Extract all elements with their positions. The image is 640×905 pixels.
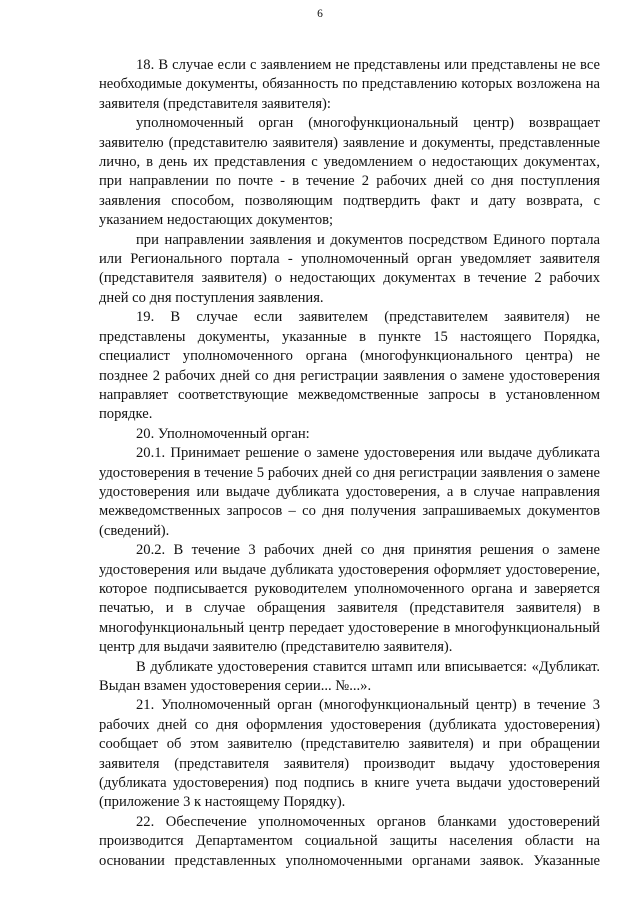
page-number: 6 [317, 8, 323, 20]
paragraph-21: 21. Уполномоченный орган (многофункциональный центр) в течение 3 рабочих дней со дня оформления удостоверения (дубликата удостоверения) сообщает об этом заявителю (представителю заявителя) и при обращении заявителя (представителя заявителя) производит выдачу удостоверения (дубликата удостоверения) под подпись в книге учета выдачи удостоверений (приложение 3 к настоящему Порядку). [99, 697, 600, 811]
paragraph-20: 20. Уполномоченный орган: [136, 425, 310, 442]
document-body [99, 56, 600, 871]
paragraph-18: 18. В случае если с заявлением не представлены или представлены не все необходимые документы, обязанность по представлению которых возложена на заявителя (представителя заявителя): [99, 57, 600, 112]
paragraph-19: 19. В случае если заявителем (представителем заявителя) не представлены документы, указанные в пункте 15 настоящего Порядка, специалист уполномоченного органа (многофункционального центра) не позднее 2 рабочих дней со дня регистрации заявления о замене удостоверения направляет соответствующие межведомственные запросы в установленном порядке. [99, 309, 600, 423]
paragraph-18-return: уполномоченный орган (многофункциональный центр) возвращает заявителю (представителю заявителя) заявление и документы, представленные лично, в день их представления с уведомлением о недостающих документах, при направлении по почте - в течение 2 рабочих дней со дня поступления заявления способом, позволяющим подтвердить факт и дату возврата, с указанием недостающих документов; [99, 115, 600, 229]
paragraph-20-2: 20.2. В течение 3 рабочих дней со дня принятия решения о замене удостоверения или выдаче дубликата удостоверения оформляет удостоверение, которое подписывается руководителем уполномоченного органа и заверяется печатью, и в случае обращения заявителя (представителя заявителя) в многофункциональный центр передает удостоверение в многофункциональный центр для выдачи заявителю (представителю заявителя). [99, 542, 600, 656]
paragraph-20-1: 20.1. Принимает решение о замене удостоверения или выдаче дубликата удостоверения в течение 5 рабочих дней со дня регистрации заявления о замене удостоверения или выдаче дубликата удостоверения, а в случае направления межведомственных запросов – со дня получения запрашиваемых документов (сведений). [99, 445, 600, 539]
paragraph-18-portal: при направлении заявления и документов посредством Единого портала или Регионального портала - уполномоченный орган уведомляет заявителя (представителя заявителя) о недостающих документах в течение 2 рабочих дней со дня поступления заявления. [99, 231, 600, 306]
paragraph-22: 22. Обеспечение уполномоченных органов бланками удостоверений производится Департаментом социальной защиты населения области на основании представленных уполномоченными органами заявок. Указанные [99, 813, 600, 869]
paragraph-duplicate-stamp: В дубликате удостоверения ставится штамп или вписывается: «Дубликат. Выдан взамен удостоверения серии... №...». [99, 658, 600, 694]
